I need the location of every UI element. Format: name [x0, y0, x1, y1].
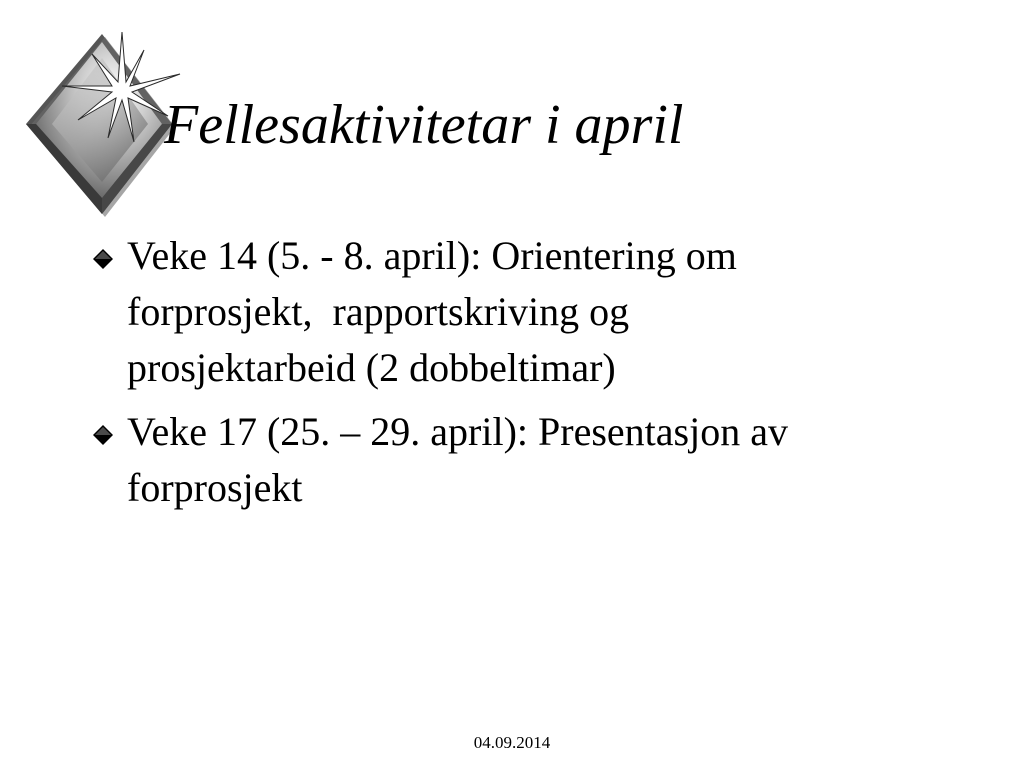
bullet-line: Veke 14 (5. - 8. april): Orientering om: [127, 233, 737, 278]
bullet-line: Veke 17 (25. – 29. april): Presentasjon av: [127, 409, 788, 454]
footer-date: 04.09.2014: [473, 733, 551, 752]
list-item: [90, 404, 990, 516]
diamond-bullet-icon: [92, 424, 114, 446]
bullet-list: [90, 228, 990, 524]
bullet-line: forprosjekt: [127, 465, 303, 510]
bullet-line: prosjektarbeid (2 dobbeltimar): [127, 345, 616, 390]
diamond-bullet-icon: [92, 248, 114, 270]
bullet-line: forprosjekt, rapportskriving og: [127, 289, 630, 334]
slide-title: Fellesaktivitetar i april: [164, 94, 684, 156]
list-item: [90, 228, 990, 396]
